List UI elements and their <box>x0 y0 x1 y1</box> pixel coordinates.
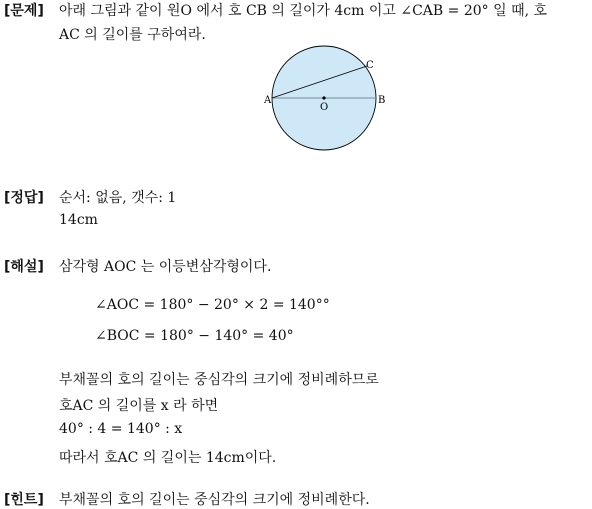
label-b: B <box>378 95 386 106</box>
label-o: O <box>320 102 329 113</box>
solution-text-line1: 삼각형 AOC 는 이등변삼각형이다. <box>59 259 272 275</box>
solution-tag: [해설] <box>4 259 44 275</box>
label-c: C <box>366 60 374 71</box>
problem-text-line2: AC 의 길이를 구하여라. <box>59 27 206 43</box>
label-a: A <box>264 95 272 106</box>
center-point <box>322 96 325 99</box>
solution-conclusion: 따라서 호AC 의 길이는 14cm이다. <box>59 450 277 466</box>
answer-tag: [정답] <box>4 190 44 206</box>
hint-tag: [힌트] <box>4 492 44 508</box>
equation-boc: ∠BOC = 180° − 140° = 40° <box>95 328 294 344</box>
problem-text-line1: 아래 그림과 같이 원O 에서 호 CB 의 길이가 4cm 이고 ∠CAB = 20° 일 때, 호 <box>59 3 548 19</box>
answer-value: 14cm <box>59 212 98 228</box>
solution-text-line3: 호AC 의 길이를 x 라 하면 <box>59 398 219 414</box>
circle-diagram <box>262 44 392 156</box>
problem-tag: [문제] <box>4 3 44 19</box>
solution-ratio: 40° : 4 = 140° : x <box>59 421 183 437</box>
hint-text: 부채꼴의 호의 길이는 중심각의 크기에 정비례한다. <box>59 492 370 508</box>
equation-aoc: ∠AOC = 180° − 20° × 2 = 140°° <box>95 297 330 313</box>
answer-text-line1: 순서: 없음, 갯수: 1 <box>59 190 177 206</box>
solution-text-line2: 부채꼴의 호의 길이는 중심각의 크기에 정비례하므로 <box>59 372 379 388</box>
